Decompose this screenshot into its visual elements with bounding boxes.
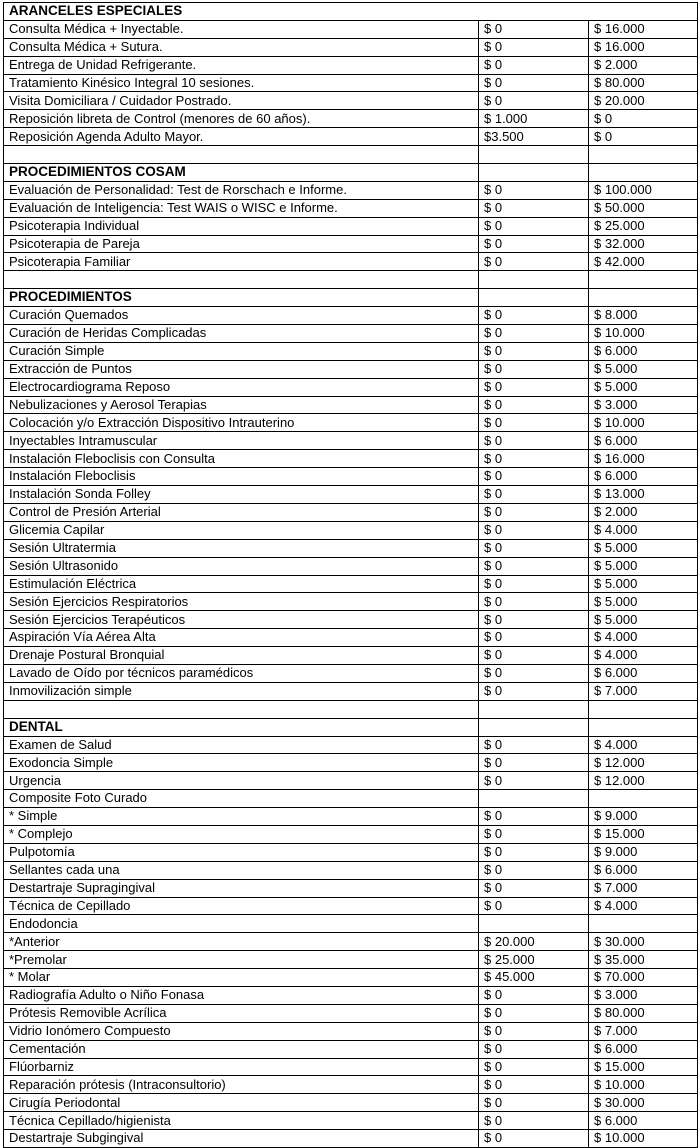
price1-cell: $ 0 <box>479 664 589 682</box>
table-row <box>4 342 698 360</box>
price2-cell: $ 5.000 <box>589 378 698 396</box>
item-cell: Inyectables Intramuscular <box>4 432 479 450</box>
table-row <box>4 986 698 1004</box>
separator-row <box>4 146 698 164</box>
table-row <box>4 593 698 611</box>
price1-cell: $ 0 <box>479 1040 589 1058</box>
separator-item-cell <box>4 146 479 164</box>
item-cell: Técnica Cepillado/higienista <box>4 1112 479 1130</box>
item-cell: Consulta Médica + Sutura. <box>4 38 479 56</box>
table-row <box>4 1130 698 1148</box>
table-row <box>4 825 698 843</box>
price2-cell: $ 12.000 <box>589 754 698 772</box>
price2-cell: $ 12.000 <box>589 772 698 790</box>
item-cell: Curación Quemados <box>4 307 479 325</box>
table-row <box>4 253 698 271</box>
table-row <box>4 181 698 199</box>
table-row <box>4 1076 698 1094</box>
separator-row <box>4 271 698 289</box>
item-cell: Instalación Fleboclisis <box>4 468 479 486</box>
price1-cell: $ 0 <box>479 611 589 629</box>
price2-cell: $ 15.000 <box>589 825 698 843</box>
price2-cell: $ 5.000 <box>589 575 698 593</box>
item-cell: Control de Presión Arterial <box>4 503 479 521</box>
price1-cell: $ 0 <box>479 1094 589 1112</box>
table-row <box>4 682 698 700</box>
table-row <box>4 539 698 557</box>
price1-cell: $ 0 <box>479 808 589 826</box>
item-cell: Destartraje Subgingival <box>4 1130 479 1148</box>
price1-cell: $ 0 <box>479 897 589 915</box>
table-row <box>4 1022 698 1040</box>
price1-cell: $ 0 <box>479 861 589 879</box>
table-row <box>4 1004 698 1022</box>
table-row <box>4 199 698 217</box>
price2-cell: $ 80.000 <box>589 74 698 92</box>
table-row <box>4 325 698 343</box>
price2-cell: $ 5.000 <box>589 539 698 557</box>
price1-cell <box>479 790 589 808</box>
price2-cell: $ 9.000 <box>589 808 698 826</box>
section-header-empty-cell <box>589 289 698 307</box>
price1-cell: $ 0 <box>479 235 589 253</box>
price1-cell: $ 0 <box>479 1076 589 1094</box>
item-cell: Reposición Agenda Adulto Mayor. <box>4 128 479 146</box>
table-row <box>4 56 698 74</box>
table-row <box>4 1040 698 1058</box>
item-cell: Cirugía Periodontal <box>4 1094 479 1112</box>
item-cell: Glicemia Capilar <box>4 521 479 539</box>
price2-cell: $ 35.000 <box>589 951 698 969</box>
section-header-row <box>4 718 698 736</box>
price2-cell: $ 3.000 <box>589 986 698 1004</box>
separator-price1-cell <box>479 271 589 289</box>
price2-cell: $ 15.000 <box>589 1058 698 1076</box>
table-row <box>4 575 698 593</box>
price1-cell: $ 0 <box>479 1058 589 1076</box>
price1-cell: $ 0 <box>479 74 589 92</box>
price2-cell: $ 5.000 <box>589 593 698 611</box>
price2-cell: $ 16.000 <box>589 450 698 468</box>
table-row <box>4 38 698 56</box>
price1-cell: $ 0 <box>479 1004 589 1022</box>
price2-cell: $ 5.000 <box>589 611 698 629</box>
price2-cell: $ 50.000 <box>589 199 698 217</box>
price1-cell: $ 0 <box>479 593 589 611</box>
price1-cell: $ 0 <box>479 432 589 450</box>
item-cell: Flúorbarniz <box>4 1058 479 1076</box>
item-cell: Entrega de Unidad Refrigerante. <box>4 56 479 74</box>
price2-cell: $ 30.000 <box>589 933 698 951</box>
table-row <box>4 629 698 647</box>
item-cell: Radiografía Adulto o Niño Fonasa <box>4 986 479 1004</box>
table-row <box>4 486 698 504</box>
item-cell: Inmovilización simple <box>4 682 479 700</box>
price1-cell: $ 0 <box>479 468 589 486</box>
price1-cell: $ 0 <box>479 736 589 754</box>
price2-cell: $ 6.000 <box>589 664 698 682</box>
separator-item-cell <box>4 271 479 289</box>
price2-cell: $ 6.000 <box>589 1112 698 1130</box>
item-cell: Vidrio Ionómero Compuesto <box>4 1022 479 1040</box>
item-cell: Nebulizaciones y Aerosol Terapias <box>4 396 479 414</box>
table-row <box>4 664 698 682</box>
table-row <box>4 432 698 450</box>
item-cell: Sesión Ultrasonido <box>4 557 479 575</box>
price1-cell: $ 0 <box>479 539 589 557</box>
table-row <box>4 557 698 575</box>
table-row <box>4 808 698 826</box>
item-cell: Reparación prótesis (Intraconsultorio) <box>4 1076 479 1094</box>
price1-cell: $ 0 <box>479 1022 589 1040</box>
item-cell: Exodoncia Simple <box>4 754 479 772</box>
item-cell: * Complejo <box>4 825 479 843</box>
separator-price2-cell <box>589 271 698 289</box>
price1-cell: $ 0 <box>479 682 589 700</box>
section-header-empty-cell <box>589 718 698 736</box>
price2-cell: $ 7.000 <box>589 1022 698 1040</box>
item-cell: Consulta Médica + Inyectable. <box>4 20 479 38</box>
price1-cell: $ 0 <box>479 181 589 199</box>
item-cell: Colocación y/o Extracción Dispositivo Intrauterino <box>4 414 479 432</box>
price2-cell <box>589 915 698 933</box>
price1-cell: $ 0 <box>479 1112 589 1130</box>
table-row <box>4 647 698 665</box>
price1-cell: $ 0 <box>479 56 589 74</box>
price2-cell: $ 8.000 <box>589 307 698 325</box>
item-cell: Endodoncia <box>4 915 479 933</box>
price1-cell: $ 0 <box>479 843 589 861</box>
item-cell: Electrocardiograma Reposo <box>4 378 479 396</box>
price2-cell: $ 0 <box>589 110 698 128</box>
item-cell: Examen de Salud <box>4 736 479 754</box>
item-cell: Prótesis Removible Acrílica <box>4 1004 479 1022</box>
price1-cell: $ 45.000 <box>479 969 589 987</box>
item-cell: Pulpotomía <box>4 843 479 861</box>
item-cell: Instalación Sonda Folley <box>4 486 479 504</box>
item-cell: Tratamiento Kinésico Integral 10 sesiones. <box>4 74 479 92</box>
item-cell: Sellantes cada una <box>4 861 479 879</box>
item-cell: Drenaje Postural Bronquial <box>4 647 479 665</box>
price1-cell: $ 0 <box>479 360 589 378</box>
table-row <box>4 1094 698 1112</box>
price1-cell: $ 0 <box>479 414 589 432</box>
item-cell: Urgencia <box>4 772 479 790</box>
table-row <box>4 897 698 915</box>
price2-cell: $ 4.000 <box>589 647 698 665</box>
price1-cell: $ 0 <box>479 38 589 56</box>
price2-cell: $ 3.000 <box>589 396 698 414</box>
separator-price1-cell <box>479 700 589 718</box>
table-row <box>4 772 698 790</box>
item-cell: Curación de Heridas Complicadas <box>4 325 479 343</box>
price1-cell: $3.500 <box>479 128 589 146</box>
price2-cell: $ 9.000 <box>589 843 698 861</box>
table-row <box>4 378 698 396</box>
price2-cell: $ 10.000 <box>589 414 698 432</box>
price2-cell: $ 30.000 <box>589 1094 698 1112</box>
price1-cell: $ 0 <box>479 557 589 575</box>
price1-cell: $ 0 <box>479 342 589 360</box>
price1-cell: $ 0 <box>479 307 589 325</box>
table-row <box>4 754 698 772</box>
price2-cell: $ 0 <box>589 128 698 146</box>
table-row <box>4 468 698 486</box>
item-cell: Psicoterapia Individual <box>4 217 479 235</box>
table-row <box>4 915 698 933</box>
table-row <box>4 1058 698 1076</box>
item-cell: Técnica de Cepillado <box>4 897 479 915</box>
item-cell: Psicoterapia Familiar <box>4 253 479 271</box>
price2-cell <box>589 790 698 808</box>
price1-cell: $ 0 <box>479 486 589 504</box>
section-header-cell: DENTAL <box>4 718 479 736</box>
price2-cell: $ 6.000 <box>589 342 698 360</box>
item-cell: *Premolar <box>4 951 479 969</box>
item-cell: Sesión Ultratermia <box>4 539 479 557</box>
item-cell: Evaluación de Personalidad: Test de Rorschach e Informe. <box>4 181 479 199</box>
price1-cell: $ 0 <box>479 879 589 897</box>
price2-cell: $ 42.000 <box>589 253 698 271</box>
section-header-row <box>4 164 698 182</box>
item-cell: Sesión Ejercicios Terapéuticos <box>4 611 479 629</box>
price2-cell: $ 10.000 <box>589 1076 698 1094</box>
item-cell: Extracción de Puntos <box>4 360 479 378</box>
item-cell: Evaluación de Inteligencia: Test WAIS o WISC e Informe. <box>4 199 479 217</box>
item-cell: Visita Domiciliara / Cuidador Postrado. <box>4 92 479 110</box>
price2-cell: $ 6.000 <box>589 1040 698 1058</box>
price-table <box>3 2 698 1148</box>
price1-cell: $ 0 <box>479 629 589 647</box>
table-row <box>4 521 698 539</box>
section-header-row <box>4 3 698 21</box>
table-row <box>4 235 698 253</box>
price1-cell: $ 0 <box>479 450 589 468</box>
price2-cell: $ 6.000 <box>589 468 698 486</box>
price2-cell: $ 4.000 <box>589 736 698 754</box>
item-cell: Lavado de Oído por técnicos paramédicos <box>4 664 479 682</box>
price2-cell: $ 2.000 <box>589 56 698 74</box>
price1-cell: $ 0 <box>479 396 589 414</box>
item-cell: Sesión Ejercicios Respiratorios <box>4 593 479 611</box>
price2-cell: $ 16.000 <box>589 20 698 38</box>
separator-price1-cell <box>479 146 589 164</box>
item-cell: Curación Simple <box>4 342 479 360</box>
table-row <box>4 790 698 808</box>
section-header-row <box>4 289 698 307</box>
price2-cell: $ 70.000 <box>589 969 698 987</box>
section-header-empty-cell <box>479 289 589 307</box>
price1-cell: $ 25.000 <box>479 951 589 969</box>
price-table-body <box>4 3 698 1148</box>
item-cell: Cementación <box>4 1040 479 1058</box>
price1-cell: $ 0 <box>479 253 589 271</box>
table-row <box>4 969 698 987</box>
price1-cell: $ 20.000 <box>479 933 589 951</box>
table-row <box>4 217 698 235</box>
price2-cell: $ 20.000 <box>589 92 698 110</box>
separator-item-cell <box>4 700 479 718</box>
item-cell: * Simple <box>4 808 479 826</box>
table-row <box>4 861 698 879</box>
price2-cell: $ 5.000 <box>589 360 698 378</box>
table-row <box>4 450 698 468</box>
price2-cell: $ 10.000 <box>589 1130 698 1148</box>
table-row <box>4 110 698 128</box>
item-cell: Psicoterapia de Pareja <box>4 235 479 253</box>
separator-price2-cell <box>589 146 698 164</box>
section-header-empty-cell <box>479 718 589 736</box>
table-row <box>4 396 698 414</box>
price2-cell: $ 6.000 <box>589 861 698 879</box>
table-row <box>4 74 698 92</box>
item-cell: Estimulación Eléctrica <box>4 575 479 593</box>
item-cell: Reposición libreta de Control (menores de 60 años). <box>4 110 479 128</box>
item-cell: Instalación Fleboclisis con Consulta <box>4 450 479 468</box>
item-cell: Aspiración Vía Aérea Alta <box>4 629 479 647</box>
price1-cell: $ 0 <box>479 20 589 38</box>
price1-cell: $ 0 <box>479 378 589 396</box>
price1-cell: $ 1.000 <box>479 110 589 128</box>
price2-cell: $ 4.000 <box>589 629 698 647</box>
table-row <box>4 933 698 951</box>
table-row <box>4 92 698 110</box>
table-row <box>4 736 698 754</box>
price2-cell: $ 7.000 <box>589 879 698 897</box>
price1-cell: $ 0 <box>479 199 589 217</box>
price1-cell <box>479 915 589 933</box>
section-header-empty-cell <box>479 164 589 182</box>
price2-cell: $ 4.000 <box>589 897 698 915</box>
price1-cell: $ 0 <box>479 986 589 1004</box>
table-row <box>4 951 698 969</box>
table-row <box>4 843 698 861</box>
price1-cell: $ 0 <box>479 825 589 843</box>
section-header-empty-cell <box>589 164 698 182</box>
price2-cell: $ 10.000 <box>589 325 698 343</box>
price2-cell: $ 4.000 <box>589 521 698 539</box>
section-header-cell: PROCEDIMIENTOS COSAM <box>4 164 479 182</box>
item-cell: Composite Foto Curado <box>4 790 479 808</box>
price2-cell: $ 16.000 <box>589 38 698 56</box>
table-row <box>4 360 698 378</box>
item-cell: * Molar <box>4 969 479 987</box>
price1-cell: $ 0 <box>479 772 589 790</box>
price2-cell: $ 2.000 <box>589 503 698 521</box>
price1-cell: $ 0 <box>479 503 589 521</box>
item-cell: Destartraje Supragingival <box>4 879 479 897</box>
price2-cell: $ 100.000 <box>589 181 698 199</box>
item-cell: *Anterior <box>4 933 479 951</box>
table-row <box>4 611 698 629</box>
table-row <box>4 879 698 897</box>
table-row <box>4 503 698 521</box>
price2-cell: $ 6.000 <box>589 432 698 450</box>
table-row <box>4 20 698 38</box>
separator-price2-cell <box>589 700 698 718</box>
price2-cell: $ 5.000 <box>589 557 698 575</box>
price1-cell: $ 0 <box>479 521 589 539</box>
price1-cell: $ 0 <box>479 325 589 343</box>
price1-cell: $ 0 <box>479 575 589 593</box>
price1-cell: $ 0 <box>479 754 589 772</box>
price1-cell: $ 0 <box>479 217 589 235</box>
table-row <box>4 128 698 146</box>
price2-cell: $ 32.000 <box>589 235 698 253</box>
price2-cell: $ 25.000 <box>589 217 698 235</box>
section-header-cell: ARANCELES ESPECIALES <box>4 3 698 21</box>
price2-cell: $ 13.000 <box>589 486 698 504</box>
table-row <box>4 307 698 325</box>
table-row <box>4 414 698 432</box>
price1-cell: $ 0 <box>479 92 589 110</box>
price1-cell: $ 0 <box>479 647 589 665</box>
section-header-cell: PROCEDIMIENTOS <box>4 289 479 307</box>
price2-cell: $ 7.000 <box>589 682 698 700</box>
table-row <box>4 1112 698 1130</box>
price1-cell: $ 0 <box>479 1130 589 1148</box>
separator-row <box>4 700 698 718</box>
price2-cell: $ 80.000 <box>589 1004 698 1022</box>
